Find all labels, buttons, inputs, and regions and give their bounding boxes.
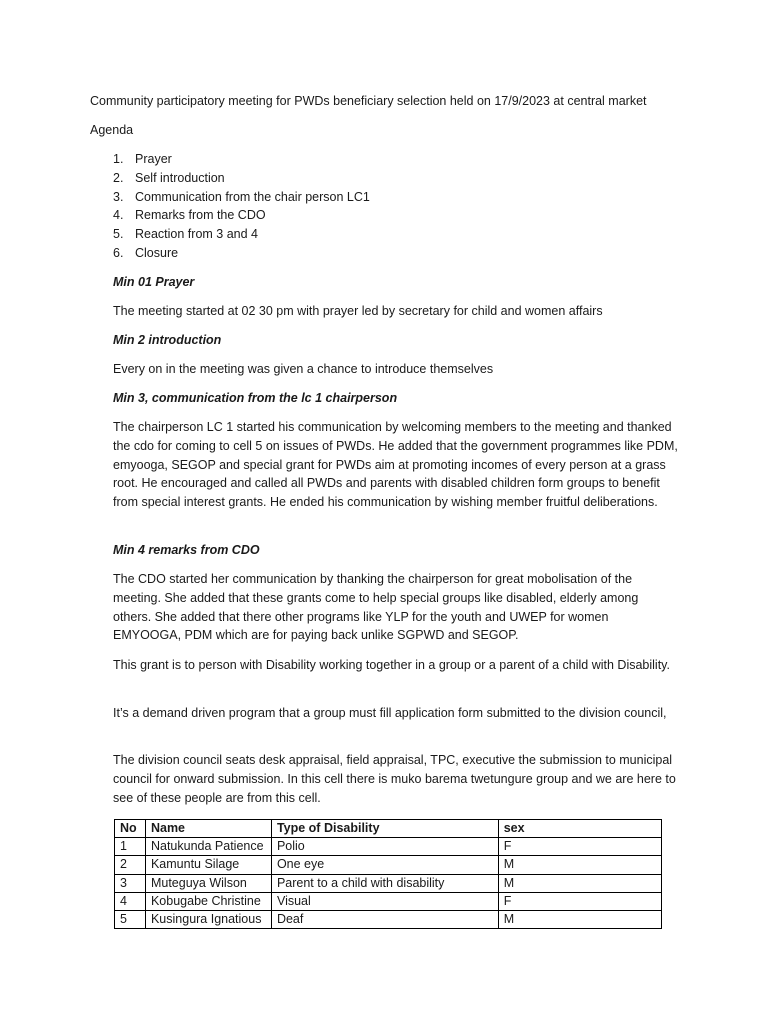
table-row	[115, 910, 662, 928]
min1-heading: Min 01 Prayer	[113, 275, 195, 289]
min2-heading: Min 2 introduction	[113, 333, 222, 347]
min2-text: Every on in the meeting was given a chance to introduce themselves	[113, 362, 494, 376]
cell-no: 3	[115, 874, 146, 892]
column-header-sex: sex	[498, 820, 661, 838]
cell-name: Muteguya Wilson	[145, 874, 271, 892]
table-row	[115, 892, 662, 910]
agenda-item: 4. Remarks from the CDO	[113, 208, 266, 223]
cell-name: Kamuntu Silage	[145, 856, 271, 874]
cell-sex: F	[498, 838, 661, 856]
agenda-item: 3. Communication from the chair person LC1	[113, 189, 370, 204]
agenda-item: 1. Prayer	[113, 152, 172, 166]
grant-paragraph: This grant is to person with Disability working together in a group or a parent of a child with Disability.	[113, 658, 670, 672]
min3-text: The chairperson LC 1 started his communication by welcoming members to the meeting and thanked the cdo for coming to cell 5 on issues of PWDs. He added that the government programmes like PDM, emyooga, SEGOP and special grant for PWDs aim at promoting incomes of every person at a grass root. He encouraged and called all PWDs and parents with disabled children form groups to benefit from special interest grants. He ended his communication by wishing member fruitful deliberations.	[113, 420, 678, 510]
demand-paragraph: It’s a demand driven program that a group must fill application form submitted to the division council,	[113, 706, 667, 720]
min1-text: The meeting started at 02 30 pm with prayer led by secretary for child and women affairs	[113, 304, 603, 318]
table-row	[115, 874, 662, 892]
cell-disability: Visual	[271, 892, 498, 910]
cell-name: Kobugabe Christine	[145, 892, 271, 910]
agenda-heading: Agenda	[90, 123, 134, 137]
cell-disability: Polio	[271, 838, 498, 856]
cell-name: Kusingura Ignatious	[145, 910, 271, 928]
cell-no: 1	[115, 838, 146, 856]
cell-name: Natukunda Patience	[145, 838, 271, 856]
cell-disability: Parent to a child with disability	[271, 874, 498, 892]
agenda-item: 2. Self introduction	[113, 170, 225, 185]
cell-sex: M	[498, 910, 661, 928]
min3-heading: Min 3, communication from the lc 1 chairperson	[113, 391, 398, 405]
agenda-item: 6. Closure	[113, 245, 179, 260]
cell-disability: Deaf	[271, 910, 498, 928]
council-paragraph: The division council seats desk appraisal, field appraisal, TPC, executive the submission to municipal council for onward submission. In this cell there is muko barema twetungure group and we are here to see of these people are from this cell.	[113, 753, 676, 805]
column-header-no: No	[115, 820, 146, 838]
meeting-title: Community participatory meeting for PWDs beneficiary selection held on 17/9/2023 at central market	[90, 94, 647, 108]
cell-sex: M	[498, 874, 661, 892]
column-header-name: Name	[145, 820, 271, 838]
cell-no: 2	[115, 856, 146, 874]
column-header-disability: Type of Disability	[271, 820, 498, 838]
cell-no: 5	[115, 910, 146, 928]
table-header-row	[115, 820, 662, 838]
min4-text: The CDO started her communication by thanking the chairperson for great mobolisation of the meeting. She added that these grants come to help special groups like disabled, elderly among others. She added that there other programs like YLP for the youth and UWEP for women EMYOOGA, PDM which are for paying back unlike SGPWD and SEGOP.	[113, 572, 639, 643]
agenda-list	[113, 150, 370, 263]
cell-sex: F	[498, 892, 661, 910]
cell-no: 4	[115, 892, 146, 910]
cell-disability: One eye	[271, 856, 498, 874]
min4-heading: Min 4 remarks from CDO	[113, 543, 260, 557]
agenda-item: 5. Reaction from 3 and 4	[113, 227, 258, 242]
table-row	[115, 856, 662, 874]
pwd-table	[114, 819, 662, 929]
cell-sex: M	[498, 856, 661, 874]
table-row	[115, 838, 662, 856]
